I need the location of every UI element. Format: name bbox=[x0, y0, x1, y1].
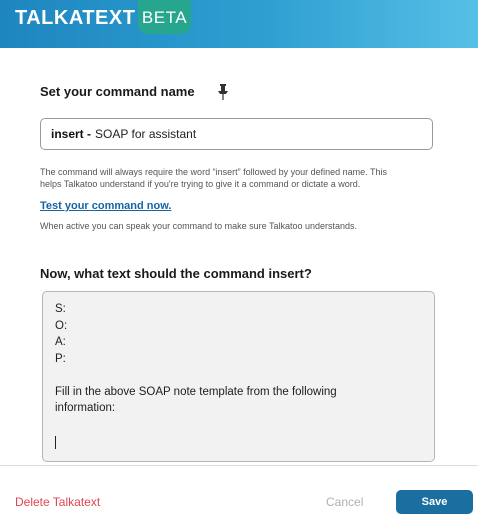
text-line bbox=[55, 367, 422, 384]
beta-badge: BETA bbox=[138, 0, 191, 34]
text-line: Fill in the above SOAP note template from the following bbox=[55, 385, 337, 398]
command-name-input[interactable] bbox=[40, 118, 433, 150]
app-title: TALKATEXT bbox=[15, 7, 136, 29]
text-cursor bbox=[55, 436, 56, 449]
delete-talkatext-button[interactable]: Delete Talkatext bbox=[15, 495, 101, 509]
footer-divider bbox=[0, 465, 478, 466]
save-button[interactable]: Save bbox=[396, 490, 473, 514]
text-line: A: bbox=[55, 336, 66, 348]
insert-text-area[interactable] bbox=[42, 291, 435, 462]
text-line: S: bbox=[55, 303, 66, 315]
text-line: P: bbox=[55, 352, 66, 365]
command-prefix: insert - bbox=[51, 127, 92, 141]
command-help-text bbox=[40, 166, 440, 190]
pin-icon[interactable] bbox=[217, 84, 229, 100]
test-help-text: When active you can speak your command to make sure Talkatoo understands. bbox=[40, 221, 358, 231]
command-help-line-1: The command will always require the word “insert” followed by your defined name. This bbox=[40, 167, 387, 177]
app-header bbox=[0, 0, 478, 48]
cancel-button[interactable]: Cancel bbox=[326, 495, 364, 509]
command-name-value: SOAP for assistant bbox=[95, 127, 197, 141]
insert-text-heading: Now, what text should the command insert? bbox=[40, 266, 312, 281]
command-name-heading: Set your command name bbox=[40, 84, 195, 99]
text-line: information: bbox=[55, 402, 116, 414]
text-line: O: bbox=[55, 319, 68, 332]
test-command-link[interactable]: Test your command now. bbox=[40, 200, 172, 212]
command-help-line-2: helps Talkatoo understand if you're trying to give it a command or dictate a word. bbox=[40, 179, 361, 189]
